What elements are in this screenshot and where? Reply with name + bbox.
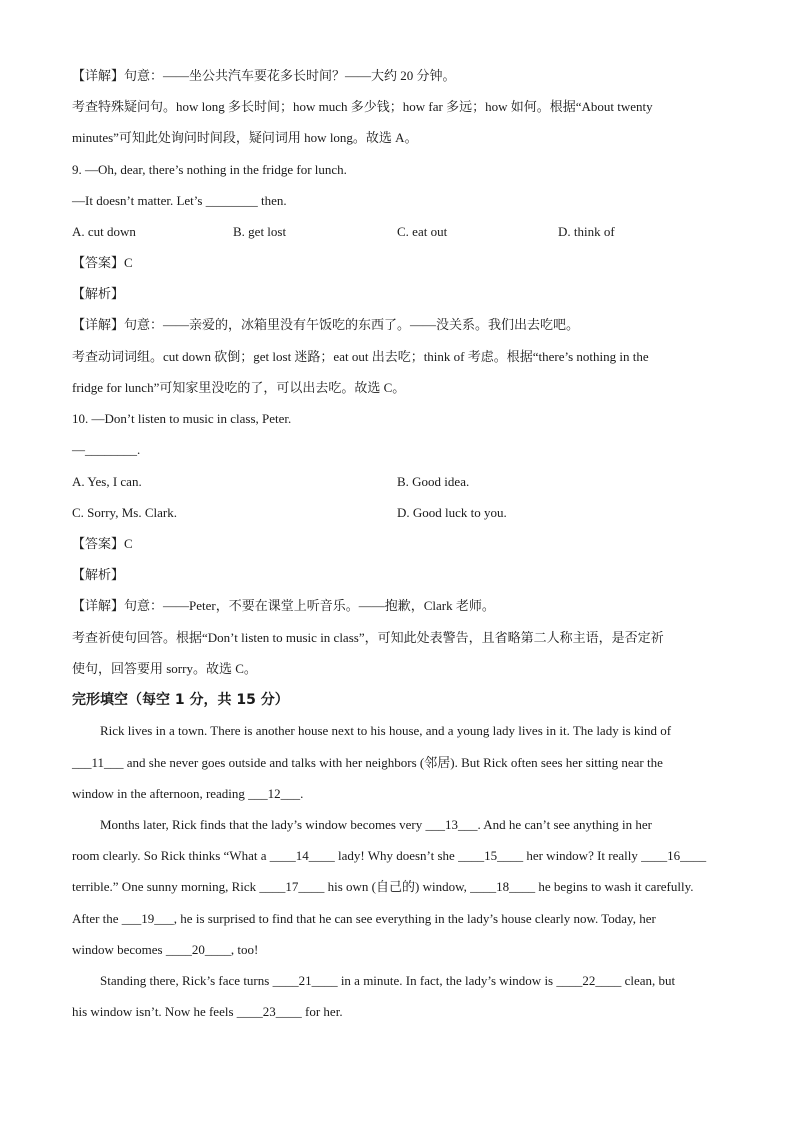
option-d: D. think of [558,224,615,239]
passage-line: ___11___ and she never goes outside and talks with her neighbors (邻居). But Rick often sees her sitting near the [72,755,663,770]
explanation-line: 考查动词词组。cut down 砍倒；get lost 迷路；eat out 出去吃；think of 考虑。根据“there’s nothing in the [72,349,649,364]
passage-line: his window isn’t. Now he feels ____23____ for her. [72,1004,343,1019]
option-d: D. Good luck to you. [397,505,507,520]
option-c: C. eat out [397,224,448,239]
passage-line: window becomes ____20____, too! [72,942,259,957]
question-10: 10. —Don’t listen to music in class, Peter. [72,411,292,426]
explanation-line: 【详解】句意：——亲爱的，冰箱里没有午饭吃的东西了。——没关系。我们出去吃吧。 [72,317,580,332]
option-a: A. Yes, I can. [72,474,142,489]
explanation-line: 考查祈使句回答。根据“Don’t listen to music in class”，可知此处表警告，且省略第二人称主语，是否定祈 [72,630,664,645]
question-9: 9. —Oh, dear, there’s nothing in the fridge for lunch. [72,162,347,177]
passage-line: Months later, Rick finds that the lady’s window becomes very ___13___. And he can’t see anything in her [100,817,652,832]
explanation-line: 【详解】句意：——坐公共汽车要花多长时间？——大约 20 分钟。 [72,68,456,83]
passage-line: room clearly. So Rick thinks “What a ____14____ lady! Why doesn’t she ____15____ her window? It really ____16____ [72,848,707,863]
explanation-line: 考查特殊疑问句。how long 多长时间；how much 多少钱；how far 多远；how 如何。根据“About twenty [72,99,653,114]
analysis-label: 【解析】 [72,567,125,582]
question-9-reply: —It doesn’t matter. Let’s ________ then. [72,193,287,208]
analysis-label: 【解析】 [72,286,125,301]
passage-line: After the ___19___, he is surprised to find that he can see everything in the lady’s house clearly now. Today, her [72,911,656,926]
question-10-reply: —________. [72,442,141,457]
passage-line: window in the afternoon, reading ___12___. [72,786,304,801]
explanation-line: minutes”可知此处询问时间段，疑问词用 how long。故选 A。 [72,130,418,145]
answer-label: 【答案】C [72,536,133,551]
option-b: B. get lost [233,224,287,239]
passage-line: Rick lives in a town. There is another house next to his house, and a young lady lives in it. The lady is kind of [100,723,672,738]
passage-line: Standing there, Rick’s face turns ____21____ in a minute. In fact, the lady’s window is ____22____ clean, but [100,973,676,988]
option-a: A. cut down [72,224,136,239]
explanation-line: fridge for lunch”可知家里没吃的了，可以出去吃。故选 C。 [72,380,406,395]
answer-label: 【答案】C [72,255,133,270]
explanation-line: 【详解】句意：——Peter，不要在课堂上听音乐。——抱歉，Clark 老师。 [72,598,495,613]
explanation-line: 使句，回答要用 sorry。故选 C。 [72,661,257,676]
passage-line: terrible.” One sunny morning, Rick ____17____ his own (自己的) window, ____18____ he begins to wash it carefully. [72,879,694,894]
option-b: B. Good idea. [397,474,470,489]
section-heading: 完形填空（每空 1 分，共 15 分） [72,692,289,708]
option-c: C. Sorry, Ms. Clark. [72,505,177,520]
